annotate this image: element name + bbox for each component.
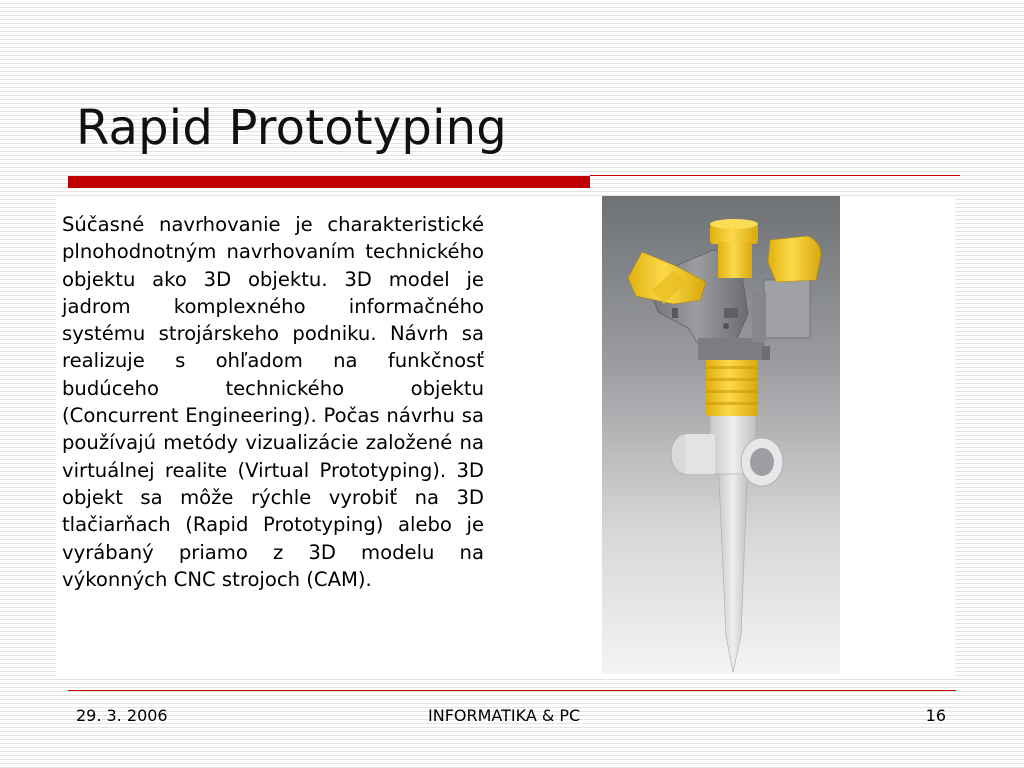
slide-title: Rapid Prototyping	[76, 100, 507, 156]
footer-divider	[68, 690, 956, 691]
footer-date: 29. 3. 2006	[76, 706, 168, 725]
title-underline-thin	[590, 175, 960, 176]
sprinkler-prototype-image	[602, 196, 840, 674]
title-underline-bar	[68, 176, 590, 188]
footer-title: INFORMATIKA & PC	[428, 706, 581, 725]
body-paragraph: Súčasné navrhovanie je charakteristické plnohodnotným navrhovaním technického objektu ako 3D objektu. 3D model je jadrom komplexného informačného systému strojárskeho podniku. Návrh sa realizuje s ohľadom na funkčnosť budúceho technického objektu (Concurrent Engineering). Počas návrhu sa používajú metódy vizualizácie založené na virtuálnej realite (Virtual Prototyping). 3D objekt sa môže rýchle vyrobiť na 3D tlačiarňach (Rapid Prototyping) alebo je vyrábaný priamo z 3D modelu na výkonných CNC strojoch (CAM).	[62, 213, 484, 591]
footer-page-number: 16	[925, 706, 946, 725]
